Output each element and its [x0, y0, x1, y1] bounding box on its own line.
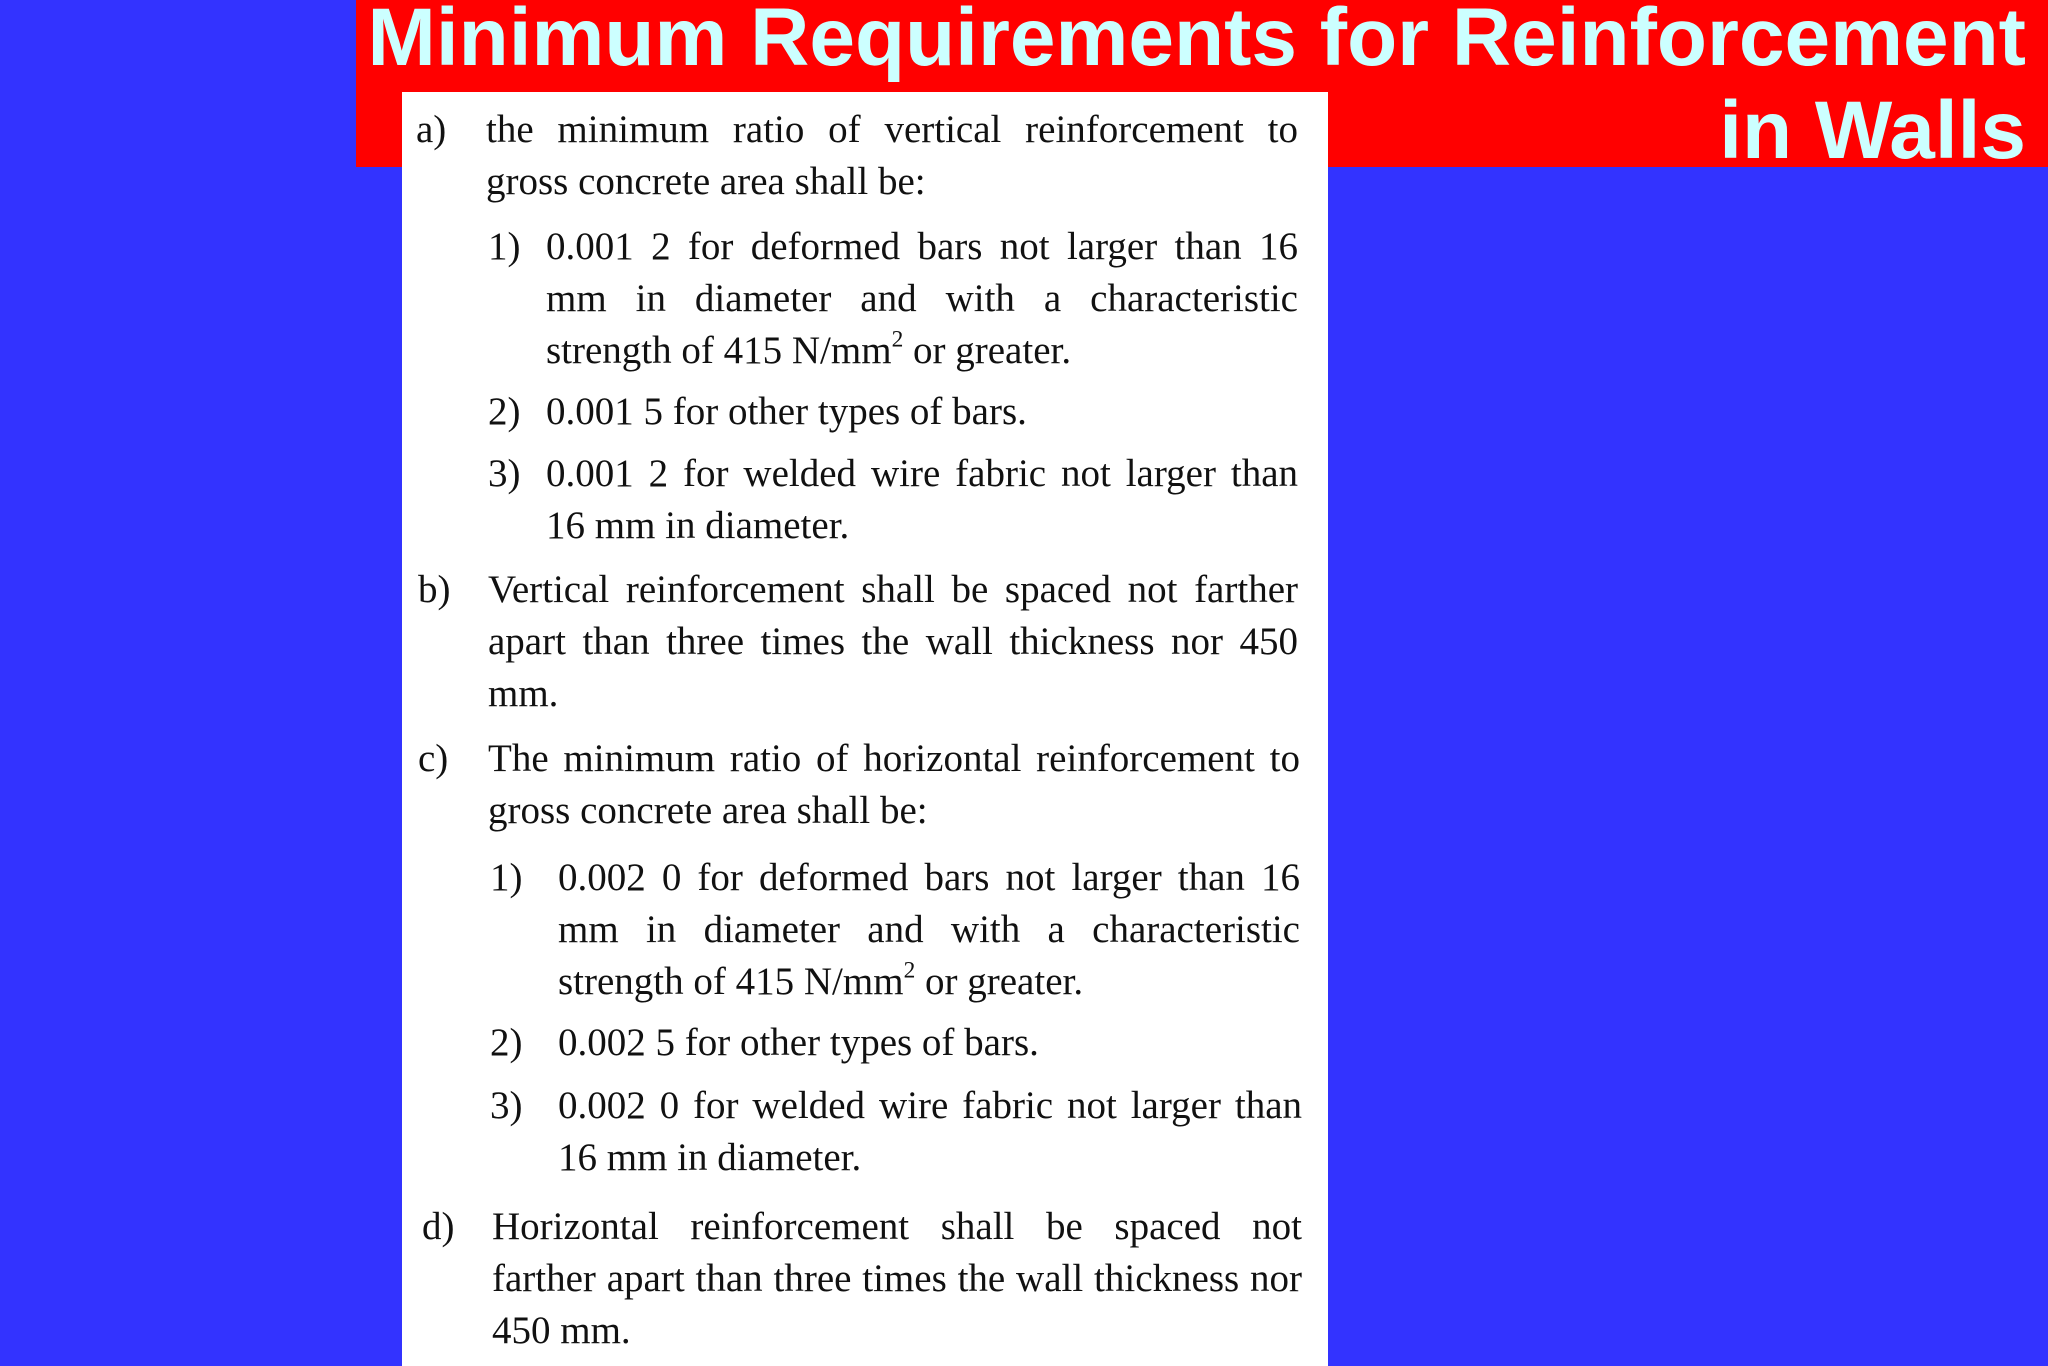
superscript: 2	[903, 957, 916, 984]
clause-a-item-3	[488, 448, 1298, 552]
clause-b	[418, 564, 1298, 720]
clause-marker: c)	[418, 737, 449, 780]
item-text: 0.002 0 for welded wire fabric not larger than 16 mm in diameter.	[558, 1084, 1302, 1179]
superscript: 2	[891, 326, 904, 353]
clause-d	[422, 1201, 1302, 1357]
clause-a-item-1	[488, 221, 1298, 377]
clause-marker: b)	[418, 568, 451, 611]
slide-title-line-1: Minimum Requirements for Reinforcement	[367, 0, 2026, 83]
item-marker: 1)	[490, 856, 523, 899]
clause-a-item-2	[488, 386, 1298, 438]
slide-title-line-2: in Walls	[1719, 85, 2026, 176]
item-text: 0.001 2 for welded wire fabric not larger than 16 mm in diameter.	[546, 452, 1298, 547]
clause-c-item-2	[490, 1017, 1300, 1069]
clause-text: the minimum ratio of vertical reinforcement to gross concrete area shall be:	[486, 108, 1298, 203]
clause-c-item-1	[490, 852, 1300, 1008]
item-text: 0.002 0 for deformed bars not larger than 16 mm in diameter and with a characteristic strength of 415 $N/mm^2$ or greater.	[558, 856, 1300, 1003]
item-text: 0.001 2 for deformed bars not larger than 16 mm in diameter and with a characteristic strength of 415 $N/mm^2$ or greater.	[546, 225, 1298, 372]
item-marker: 2)	[488, 390, 521, 433]
clause-text: The minimum ratio of horizontal reinforcement to gross concrete area shall be:	[488, 737, 1300, 832]
item-text: 0.001 5 for other types of bars.	[546, 390, 1027, 433]
item-text: 0.002 5 for other types of bars.	[558, 1021, 1039, 1064]
document-panel	[402, 92, 1328, 1366]
clause-text: Vertical reinforcement shall be spaced not farther apart than three times the wall thickness nor 450 mm.	[488, 568, 1298, 715]
clause-text: Horizontal reinforcement shall be spaced not farther apart than three times the wall thickness nor 450 mm.	[492, 1205, 1302, 1352]
clause-a	[416, 104, 1298, 208]
item-marker: 3)	[490, 1084, 523, 1127]
item-marker: 2)	[490, 1021, 523, 1064]
item-marker: 3)	[488, 452, 521, 495]
clause-marker: d)	[422, 1205, 455, 1248]
clause-marker: a)	[416, 108, 447, 151]
clause-c-item-3	[490, 1080, 1302, 1184]
clause-c	[418, 733, 1300, 837]
item-marker: 1)	[488, 225, 521, 268]
